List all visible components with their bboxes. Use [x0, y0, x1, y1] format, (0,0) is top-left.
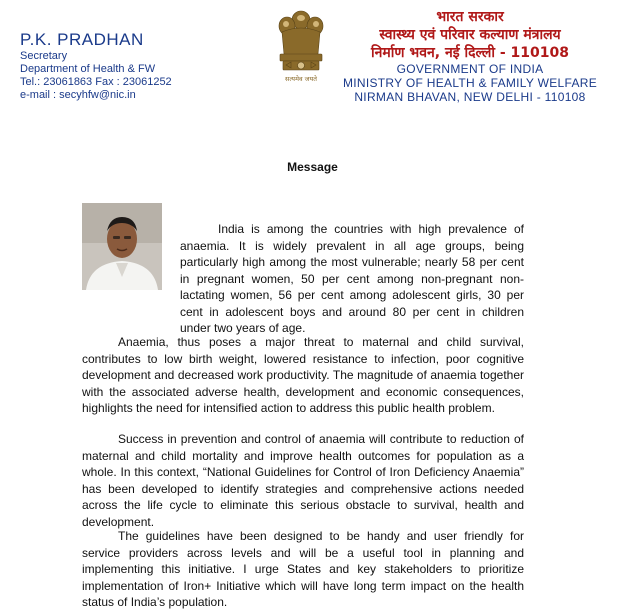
hindi-line-3: निर्माण भवन, नई दिल्ली - 110108: [371, 45, 569, 61]
hindi-line-2: स्वास्थ्य एवं परिवार कल्याण मंत्रालय: [379, 27, 561, 43]
paragraph-1: [180, 221, 524, 337]
ministry-block: [340, 8, 600, 104]
message-title: Message: [287, 160, 338, 174]
paragraph-2: [82, 334, 524, 417]
sender-designation: Secretary: [20, 50, 68, 62]
sender-name: P.K. PRADHAN: [20, 30, 144, 49]
portrait-photo: [82, 203, 162, 290]
sender-email: e-mail : secyhfw@nic.in: [20, 89, 136, 101]
sender-phone: Tel.: 23061863 Fax : 23061252: [20, 76, 172, 88]
ministry-line: MINISTRY OF HEALTH & FAMILY WELFARE: [342, 76, 598, 90]
paragraph-3: [82, 431, 524, 530]
emblem-motto: सत्यमेव जयते: [285, 75, 317, 83]
sender-block: [20, 30, 172, 102]
sender-department: Department of Health & FW: [20, 63, 156, 75]
address-line: NIRMAN BHAVAN, NEW DELHI - 110108: [354, 90, 586, 104]
hindi-line-1: भारत सरकार: [436, 9, 504, 25]
paragraph-1-text: India is among the countries with high prevalence of anaemia. It is widely prevalent in all age groups, being particularly high among the most vulnerable; nearly 58 per cent in pregnant women, 50 per cent among non-pregnant non-lactating women, 56 per cent among adolescent girls, 30 per cent in adolescent boys and around 80 per cent in children under two years of age.: [180, 222, 524, 335]
paragraph-4-text: The guidelines have been designed to be handy and user friendly for service providers across levels and will be a useful tool in planning and implementing this initiative. I urge States and key stakeholders to prioritize implementation of Iron+ Initiative which will have long term impact on the health status of India’s population.: [82, 529, 524, 609]
paragraph-3-text: Success in prevention and control of anaemia will contribute to reduction of maternal and child mortality and improve health outcomes for population as a whole. In this context, “National Guidelines for Control of Iron Deficiency Anaemia” has been developed to identify strategies and comprehensive actions needed across the life cycle to eliminate this serious obstacle to survival, health and development.: [82, 432, 524, 529]
paragraph-4: [82, 528, 524, 611]
paragraph-2-text: Anaemia, thus poses a major threat to maternal and child survival, contributes to low birth weight, lowered resistance to infection, poor cognitive development and decreased work productivity. The magnitude of anaemia together with the associated adverse health, development and economic consequences, highlights the need for intensified action to address this public health problem.: [82, 335, 524, 415]
government-line: GOVERNMENT OF INDIA: [396, 62, 544, 76]
